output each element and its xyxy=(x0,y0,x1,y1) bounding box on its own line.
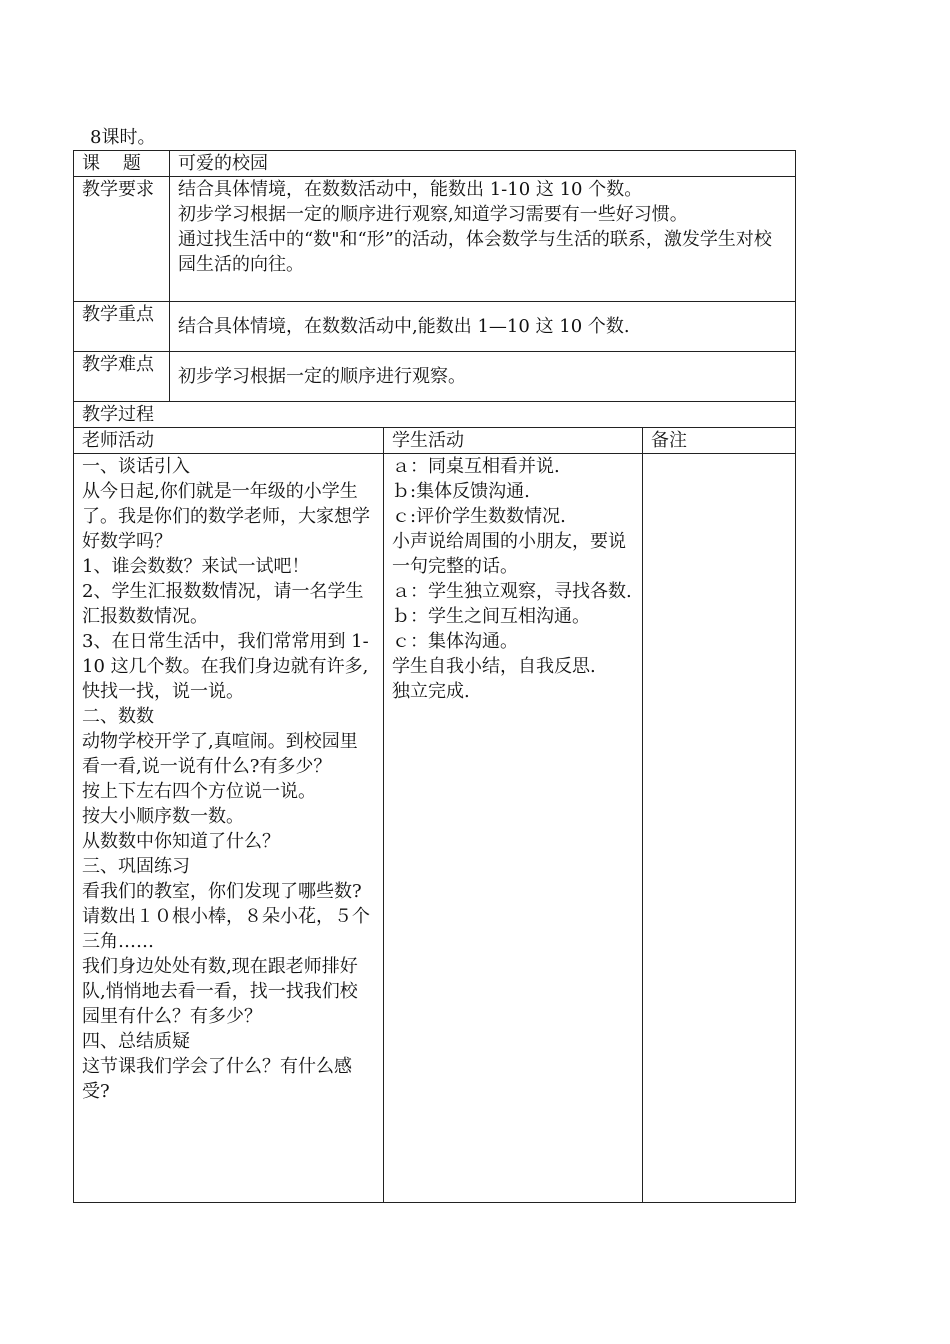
focus-row xyxy=(74,302,796,352)
teacher-activities-cell xyxy=(74,454,384,1203)
process-label: 教学过程 xyxy=(74,402,796,428)
notes-cell xyxy=(643,454,796,1203)
intro-line: 8课时。 xyxy=(90,127,156,148)
student-activity-item: ａ：学生独立观察，寻找各数. xyxy=(392,581,632,602)
teacher-activity-item: 四、总结质疑 xyxy=(82,1031,190,1052)
student-activity-item: 独立完成. xyxy=(392,681,470,702)
lesson-plan-table xyxy=(73,150,796,1203)
student-column-header: 学生活动 xyxy=(384,428,643,454)
requirement-item: 结合具体情境，在数数活动中，能数出 1-10 这 10 个数。 xyxy=(178,179,643,200)
teacher-activity-item: 按上下左右四个方位说一说。 xyxy=(82,781,316,802)
requirements-cell xyxy=(170,177,796,302)
difficulty-row xyxy=(74,352,796,402)
student-activity-item: ｃ：集体沟通。 xyxy=(392,631,518,652)
difficulty-label: 教学难点 xyxy=(74,352,170,402)
student-activity-item: ｂ:集体反馈沟通. xyxy=(392,481,530,502)
focus-value: 结合具体情境，在数数活动中,能数出 1—10 这 10 个数. xyxy=(170,302,796,352)
teacher-column-header: 老师活动 xyxy=(74,428,384,454)
requirements-row xyxy=(74,177,796,302)
focus-label: 教学重点 xyxy=(74,302,170,352)
notes-column-header: 备注 xyxy=(643,428,796,454)
student-activity-item: 学生自我小结，自我反思. xyxy=(392,656,596,677)
student-activity-item: 小声说给周围的小朋友，要说一句完整的话。 xyxy=(392,531,626,577)
teacher-activity-item: 按大小顺序数一数。 xyxy=(82,806,244,827)
teacher-activity-item: 二、数数 xyxy=(82,706,154,727)
teacher-activity-item: 从数数中你知道了什么？ xyxy=(82,831,280,852)
teacher-activity-item: 3、在日常生活中，我们常常用到 1-10 这几个数。在我们身边就有许多,快找一找，说一说。 xyxy=(82,631,369,702)
student-activities-cell xyxy=(384,454,643,1203)
column-header-row xyxy=(74,428,796,454)
teacher-activity-item: 看我们的教室，你们发现了哪些数? xyxy=(82,881,362,902)
student-activity-item: ｂ：学生之间互相沟通。 xyxy=(392,606,590,627)
activities-row xyxy=(74,454,796,1203)
student-activity-item: ａ：同桌互相看并说. xyxy=(392,456,560,477)
student-activity-item: ｃ:评价学生数数情况. xyxy=(392,506,566,527)
teacher-activity-item: 1、谁会数数？来试一试吧！ xyxy=(82,556,310,577)
topic-value: 可爱的校园 xyxy=(170,151,796,177)
process-row xyxy=(74,402,796,428)
teacher-activity-item: 一、谈话引入 xyxy=(82,456,190,477)
requirements-label: 教学要求 xyxy=(74,177,170,302)
difficulty-value: 初步学习根据一定的顺序进行观察。 xyxy=(170,352,796,402)
requirement-item: 初步学习根据一定的顺序进行观察,知道学习需要有一些好习惯。 xyxy=(178,204,688,225)
requirement-item: 通过找生活中的“数"和“形”的活动，体会数学与生活的联系，激发学生对校园生活的向往。 xyxy=(178,229,772,275)
teacher-activity-item: 从今日起,你们就是一年级的小学生了。我是你们的数学老师，大家想学好数学吗？ xyxy=(82,481,370,552)
teacher-activity-item: 我们身边处处有数,现在跟老师排好队,悄悄地去看一看，找一找我们校园里有什么？有多少？ xyxy=(82,956,358,1027)
teacher-activity-item: 请数出１０根小棒，８朵小花，５个三角…… xyxy=(82,906,370,952)
topic-row xyxy=(74,151,796,177)
teacher-activity-item: 2、学生汇报数数情况，请一名学生汇报数数情况。 xyxy=(82,581,364,627)
teacher-activity-item: 动物学校开学了,真喧闹。到校园里看一看,说一说有什么?有多少？ xyxy=(82,731,358,777)
teacher-activity-item: 这节课我们学会了什么？有什么感受? xyxy=(82,1056,352,1102)
teacher-activity-item: 三、巩固练习 xyxy=(82,856,190,877)
topic-label: 课 题 xyxy=(74,151,170,177)
